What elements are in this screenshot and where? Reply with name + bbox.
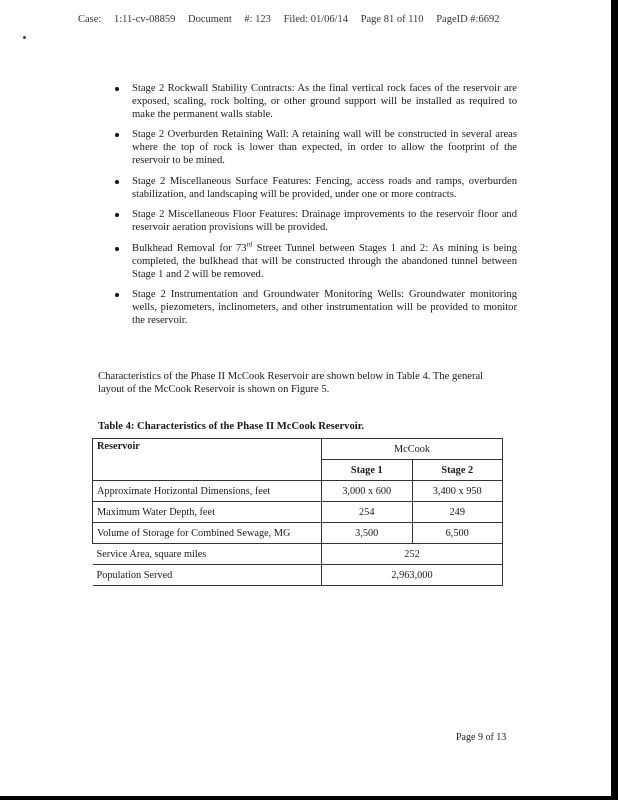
table-row bbox=[93, 565, 503, 586]
document-label: Document bbox=[188, 14, 232, 25]
list-item-text: Stage 2 Miscellaneous Surface Features: Fencing, access roads and ramps, overburden stabilization, and landscaping will be provided, under one or more contracts. bbox=[132, 175, 517, 200]
table-header-row bbox=[93, 439, 503, 460]
bullet-icon bbox=[115, 213, 119, 217]
list-item-text-pre: Bulkhead Removal for 73 bbox=[132, 242, 247, 254]
stage2-value: 249 bbox=[412, 502, 503, 523]
mccook-header: McCook bbox=[322, 439, 503, 460]
table-row bbox=[93, 502, 503, 523]
row-label: Approximate Horizontal Dimensions, feet bbox=[93, 481, 322, 502]
body-paragraph: Characteristics of the Phase II McCook Reservoir are shown below in Table 4. The general layout of the McCook Reservoir is shown on Figure 5. bbox=[98, 371, 484, 395]
bullet-icon bbox=[115, 133, 119, 137]
stage2-value: 3,400 x 950 bbox=[412, 481, 503, 502]
page-count: Page 81 of 110 bbox=[360, 14, 424, 25]
list-item bbox=[115, 176, 517, 202]
table-row bbox=[93, 544, 503, 565]
case-label: Case: bbox=[78, 14, 102, 25]
filed-date: Filed: 01/06/14 bbox=[283, 14, 349, 25]
bullet-icon bbox=[115, 180, 119, 184]
list-item bbox=[115, 209, 517, 235]
stage2-value: 6,500 bbox=[412, 523, 503, 544]
case-number: 1:11-cv-08859 bbox=[113, 14, 176, 25]
reservoir-header: Reservoir bbox=[93, 439, 322, 481]
page-footer: Page 9 of 13 bbox=[456, 732, 507, 743]
bullet-icon bbox=[115, 87, 119, 91]
list-item bbox=[115, 129, 517, 167]
service-area-label: Service Area, square miles bbox=[93, 544, 322, 565]
page-id: PageID #:6692 bbox=[436, 14, 500, 25]
court-header bbox=[78, 14, 509, 25]
reservoir-table bbox=[92, 438, 503, 586]
stage2-header: Stage 2 bbox=[412, 460, 503, 481]
bullet-icon bbox=[115, 293, 119, 297]
scan-edge-right bbox=[611, 0, 618, 800]
table-row bbox=[93, 523, 503, 544]
list-item-text: Stage 2 Miscellaneous Floor Features: Drainage improvements to the reservoir floor and reservoir aeration provisions will be provided. bbox=[132, 209, 517, 234]
ordinal-suffix: rd bbox=[246, 240, 253, 249]
service-area-value: 252 bbox=[322, 544, 503, 565]
scan-edge-bottom bbox=[0, 796, 618, 800]
scan-mark bbox=[23, 36, 26, 39]
list-item-text: Stage 2 Overburden Retaining Wall: A retaining wall will be constructed in several areas where the top of rock is lower than expected, in order to allow the footprint of the reservoir to be mined. bbox=[132, 129, 517, 166]
table-caption: Table 4: Characteristics of the Phase II McCook Reservoir. bbox=[98, 421, 365, 432]
stage1-value: 254 bbox=[322, 502, 413, 523]
stage2-bullet-list bbox=[115, 83, 517, 336]
list-item-text: Stage 2 Rockwall Stability Contracts: As the final vertical rock faces of the reservoir are exposed, scaling, rock bolting, or other ground support will be installed as required to make the permanent walls stable. bbox=[132, 83, 517, 120]
bullet-icon bbox=[115, 247, 119, 251]
stage1-value: 3,500 bbox=[322, 523, 413, 544]
population-value: 2,963,000 bbox=[322, 565, 503, 586]
list-item bbox=[115, 83, 517, 121]
row-label: Maximum Water Depth, feet bbox=[93, 502, 322, 523]
list-item bbox=[115, 289, 517, 327]
population-label: Population Served bbox=[93, 565, 322, 586]
list-item-text: Stage 2 Instrumentation and Groundwater Monitoring Wells: Groundwater monitoring wells, piezometers, inclinometers, and other instrumentation will be provided to monitor the reservoir. bbox=[132, 289, 517, 326]
table-row bbox=[93, 481, 503, 502]
stage1-value: 3,000 x 600 bbox=[322, 481, 413, 502]
document-number: #: 123 bbox=[244, 14, 271, 25]
row-label: Volume of Storage for Combined Sewage, MG bbox=[93, 523, 322, 544]
list-item bbox=[115, 240, 517, 281]
list-item-text-post: Street Tunnel between Stages 1 and 2: As mining is being completed, the bulkhead that will be constructed through the abandoned tunnel between Stage 1 and 2 will be removed. bbox=[132, 242, 517, 280]
stage1-header: Stage 1 bbox=[322, 460, 413, 481]
